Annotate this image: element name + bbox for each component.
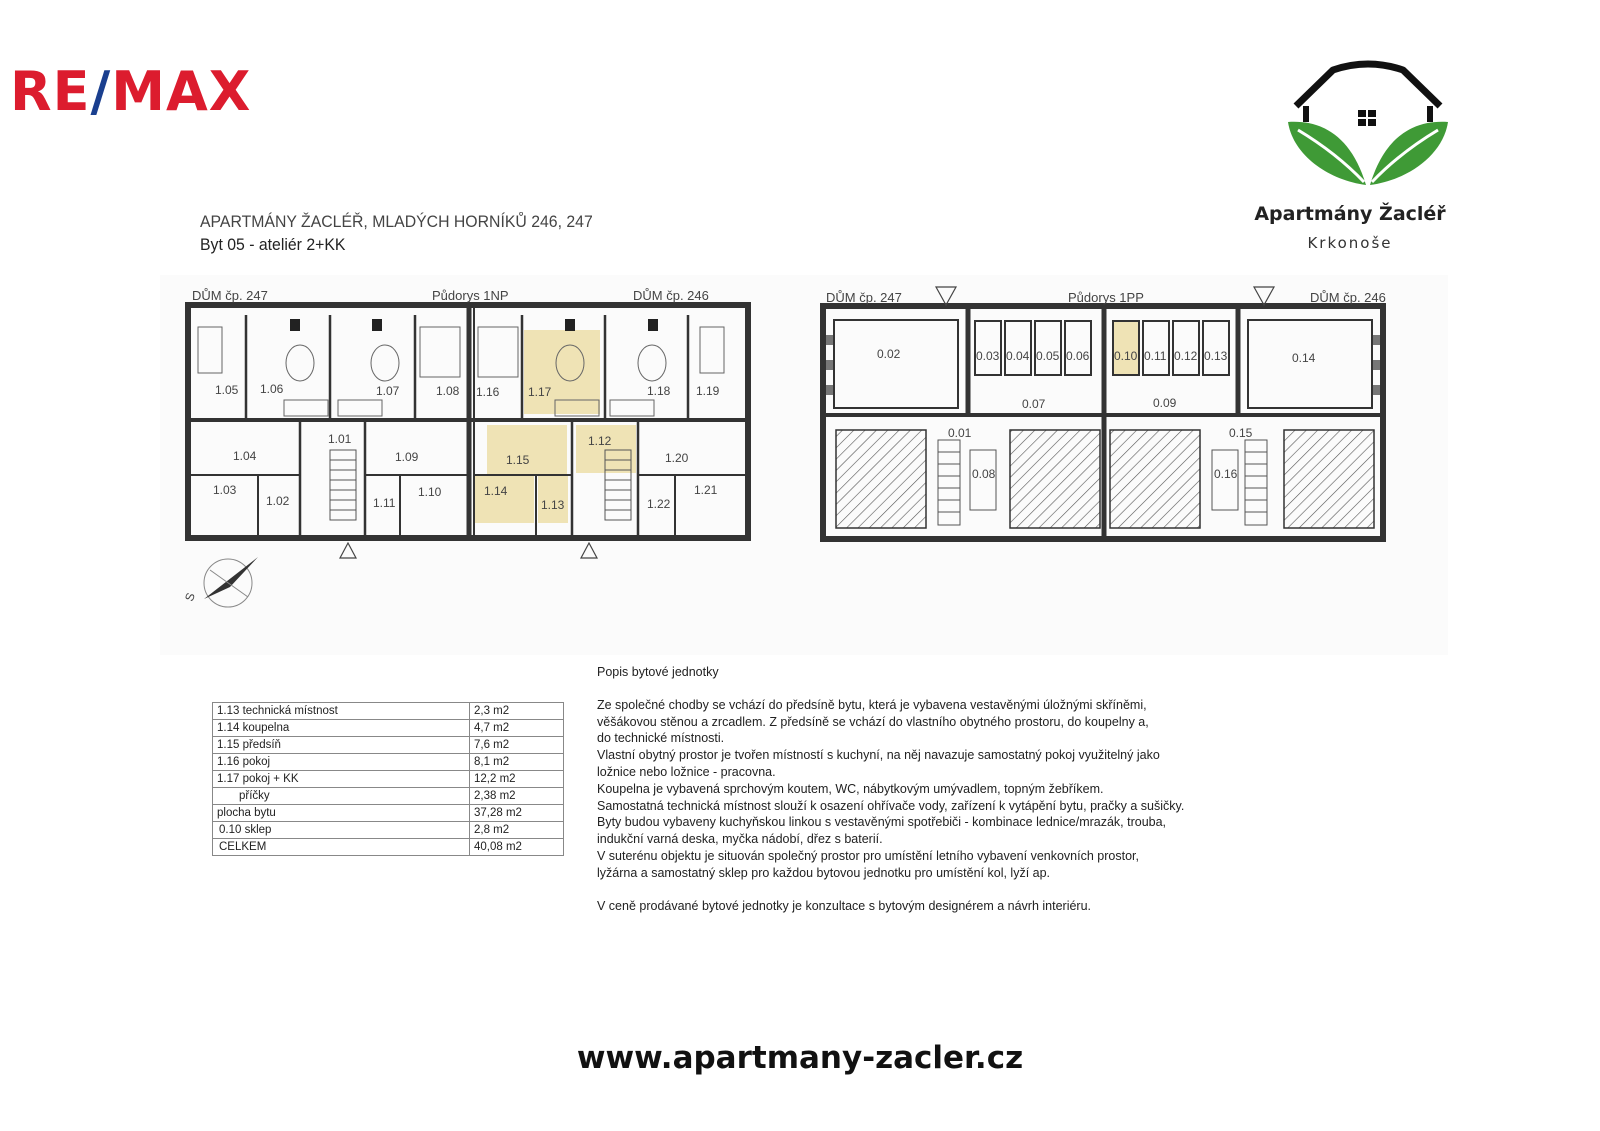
highlight-room <box>524 330 600 414</box>
room-label: 0.08 <box>972 467 996 481</box>
compass-label: S <box>182 590 198 604</box>
room-area-cell: 4,7 m2 <box>470 720 564 737</box>
room-label: 1.04 <box>233 449 257 463</box>
room-area-cell: 37,28 m2 <box>470 805 564 822</box>
room-label: 0.13 <box>1204 349 1228 363</box>
room-name-cell: 1.17 pokoj + KK <box>213 771 470 788</box>
table-row <box>213 839 564 856</box>
room-label: 1.03 <box>213 483 237 497</box>
remax-logo <box>10 62 251 122</box>
brand-subtitle: Krkonoše <box>1307 234 1393 252</box>
website-url: www.apartmany-zacler.cz <box>576 1040 1024 1076</box>
brand-name: Apartmány Žacléř <box>1254 203 1446 225</box>
basement-left-house-label: DŮM čp. 247 <box>826 290 902 305</box>
room-label: 0.09 <box>1153 396 1177 410</box>
description-footer-note: V ceně prodávané bytové jednotky je konzultace s bytovým designérem a návrh interiéru. <box>597 898 1092 913</box>
area-table-body <box>213 703 564 856</box>
room-label: 1.14 <box>484 484 508 498</box>
table-row <box>213 720 564 737</box>
description-line: Vlastní obytný prostor je tvořen místností s kuchyní, na něj navazuje samostatný pokoj využitelný jako <box>597 748 1160 763</box>
room-label: 1.21 <box>694 483 718 497</box>
room-label: 1.10 <box>418 485 442 499</box>
ground-plan-caption: Půdorys 1NP <box>432 288 509 303</box>
room-label: 1.09 <box>395 450 419 464</box>
table-row <box>213 737 564 754</box>
description-body <box>597 697 1197 882</box>
room-label: 0.06 <box>1066 349 1090 363</box>
room-name-cell: plocha bytu <box>213 805 470 822</box>
room-area-cell: 2,3 m2 <box>470 703 564 720</box>
room-label: 0.10 <box>1114 349 1138 363</box>
room-label: 0.16 <box>1214 467 1238 481</box>
highlight-room <box>474 475 534 523</box>
room-area-cell: 12,2 m2 <box>470 771 564 788</box>
document-subtitle: Byt 05 - ateliér 2+KK <box>200 235 346 254</box>
table-row <box>213 703 564 720</box>
floor-plans <box>160 275 1448 655</box>
room-name-cell: 1.14 koupelna <box>213 720 470 737</box>
highlight-room <box>487 425 567 475</box>
room-area-cell: 7,6 m2 <box>470 737 564 754</box>
description-heading: Popis bytové jednotky <box>597 665 719 679</box>
ground-left-house-label: DŮM čp. 247 <box>192 288 268 303</box>
room-name-cell: 1.13 technická místnost <box>213 703 470 720</box>
room-label: 0.11 <box>1144 349 1167 363</box>
room-label: 0.02 <box>877 347 901 361</box>
remax-logo-part1: RE <box>10 60 91 123</box>
description-line: věšákovou stěnou a zrcadlem. Z předsíně se vchází do vlastního obytného prostoru, do koupelny a, <box>597 714 1149 729</box>
room-label: 0.01 <box>948 426 972 440</box>
room-area-cell: 2,38 m2 <box>470 788 564 805</box>
description-line: ložnice nebo ložnice - pracovna. <box>597 764 776 779</box>
room-label: 0.15 <box>1229 426 1253 440</box>
description-line: lyžárna a samostatný sklep pro každou bytovou jednotku pro umístění kol, lyží ap. <box>597 865 1051 880</box>
room-label: 0.14 <box>1292 351 1316 365</box>
basement-plan-caption: Půdorys 1PP <box>1068 290 1144 305</box>
room-label: 1.18 <box>647 384 671 398</box>
room-label: 1.16 <box>476 385 500 399</box>
description-line: indukční varná deska, myčka nádobí, dřez s baterií. <box>597 832 883 847</box>
table-row <box>213 754 564 771</box>
room-name-cell: 1.16 pokoj <box>213 754 470 771</box>
room-name-cell: CELKEM <box>213 839 470 856</box>
room-area-cell: 2,8 m2 <box>470 822 564 839</box>
ground-right-house-label: DŮM čp. 246 <box>633 288 709 303</box>
table-row <box>213 822 564 839</box>
description-line: Ze společné chodby se vchází do předsíně bytu, která je vybavena vestavěnými úložnými skříněmi, <box>597 697 1147 712</box>
room-label: 1.22 <box>647 497 671 511</box>
room-name-cell: 0.10 sklep <box>213 822 470 839</box>
description-line: Koupelna je vybavená sprchovým koutem, WC, nábytkovým umývadlem, topným žebříkem. <box>597 781 1104 796</box>
room-label: 0.07 <box>1022 397 1046 411</box>
room-label: 1.12 <box>588 434 612 448</box>
room-label: 1.17 <box>528 385 552 399</box>
room-label: 0.03 <box>976 349 1000 363</box>
room-label: 0.04 <box>1006 349 1030 363</box>
room-label: 1.13 <box>541 498 565 512</box>
highlight-room <box>576 425 636 473</box>
description-line: V suterénu objektu je situován společný prostor pro umístění letního vybavení venkovních prostor, <box>597 848 1139 863</box>
room-label: 1.06 <box>260 382 284 396</box>
room-label: 0.12 <box>1174 349 1198 363</box>
table-row <box>213 805 564 822</box>
room-area-cell: 8,1 m2 <box>470 754 564 771</box>
house-with-leaves-logo-icon <box>1288 60 1448 200</box>
basement-plan <box>823 287 1386 539</box>
room-name-cell: příčky <box>213 788 470 805</box>
room-label: 0.05 <box>1036 349 1060 363</box>
room-label: 1.05 <box>215 383 239 397</box>
table-row <box>213 788 564 805</box>
room-label: 1.19 <box>696 384 720 398</box>
room-label: 1.02 <box>266 494 290 508</box>
room-label: 1.07 <box>376 384 400 398</box>
compass-icon <box>182 557 258 607</box>
remax-logo-part2: MAX <box>111 60 252 123</box>
basement-right-house-label: DŮM čp. 246 <box>1310 290 1386 305</box>
room-label: 1.11 <box>373 496 396 510</box>
room-label: 1.01 <box>328 432 352 446</box>
area-table <box>212 702 564 856</box>
description-line: do technické místnosti. <box>597 731 725 746</box>
remax-logo-slash: / <box>90 60 112 123</box>
highlight-room <box>1113 321 1139 375</box>
document-title: APARTMÁNY ŽACLÉŘ, MLADÝCH HORNÍKŮ 246, 247 <box>200 212 593 231</box>
ground-floor-plan <box>182 288 748 607</box>
description-line: Samostatná technická místnost slouží k osazení ohřívače vody, zařízení k vytápění bytu, pračky a sušičky. <box>597 798 1185 813</box>
room-label: 1.15 <box>506 453 530 467</box>
description-line: Byty budou vybaveny kuchyňskou linkou s vestavěnými spotřebiči - kombinace lednice/mrazák, trouba, <box>597 815 1167 830</box>
unit-description <box>597 664 1197 914</box>
room-label: 1.08 <box>436 384 460 398</box>
room-label: 1.20 <box>665 451 689 465</box>
room-name-cell: 1.15 předsíň <box>213 737 470 754</box>
table-row <box>213 771 564 788</box>
room-area-cell: 40,08 m2 <box>470 839 564 856</box>
